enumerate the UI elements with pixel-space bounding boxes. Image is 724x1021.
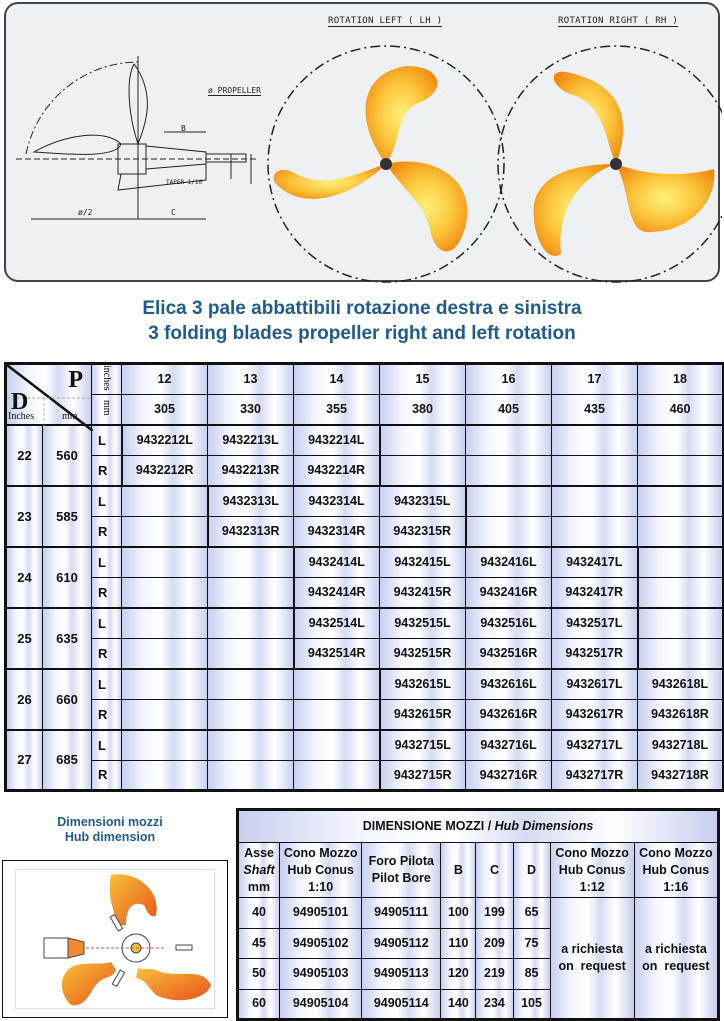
pitch-inches-header: 16 — [466, 364, 552, 395]
product-code-cell: 9432417L — [552, 547, 638, 578]
empty-cell — [122, 486, 208, 517]
hub-bore-cell: 94905112 — [362, 928, 441, 959]
product-code-cell: 9432415R — [380, 577, 466, 608]
product-code-cell: 9432514L — [294, 608, 380, 639]
empty-cell — [638, 486, 724, 517]
product-code-cell: 9432715L — [380, 730, 466, 761]
diameter-inches-cell: 22 — [6, 425, 43, 486]
empty-cell — [122, 577, 208, 608]
hub-d-cell: 65 — [513, 898, 550, 929]
empty-cell — [122, 669, 208, 700]
empty-cell — [638, 608, 724, 639]
empty-cell — [466, 425, 552, 456]
empty-cell — [552, 455, 638, 486]
diameter-mm-cell: 685 — [43, 730, 92, 791]
left-rotation-view — [268, 46, 504, 282]
hub-conus-cell: 94905104 — [280, 989, 362, 1020]
header-hub-conus-1-12: Cono Mozzo Hub Conus 1:12 — [550, 843, 634, 898]
empty-cell — [208, 669, 294, 700]
header-shaft: Asse Shaft mm — [238, 843, 280, 898]
header-c: C — [476, 843, 513, 898]
empty-cell — [122, 699, 208, 730]
product-code-cell: 9432313R — [208, 516, 294, 547]
propeller-diameter-label: ø PROPELLER — [208, 86, 261, 95]
hub-c-cell: 234 — [476, 989, 513, 1020]
hub-b-cell: 110 — [441, 928, 476, 959]
product-code-cell: 9432315L — [380, 486, 466, 517]
empty-cell — [552, 486, 638, 517]
product-code-cell: 9432718R — [638, 760, 724, 791]
empty-cell — [208, 608, 294, 639]
product-code-cell: 9432213L — [208, 425, 294, 456]
pitch-inches-row — [6, 364, 724, 395]
rotation-side-cell: L — [92, 486, 122, 517]
taper-label: TAPER 1/10 — [166, 179, 203, 186]
empty-cell — [294, 730, 380, 761]
product-code-cell: 9432616R — [466, 699, 552, 730]
header-d: D — [513, 843, 550, 898]
header-b: B — [441, 843, 476, 898]
rotation-left-label: ROTATION LEFT ( LH ) — [328, 16, 443, 26]
product-code-cell: 9432716L — [466, 730, 552, 761]
empty-cell — [208, 638, 294, 669]
hub-bore-cell: 94905113 — [362, 959, 441, 990]
product-code-cell: 9432717R — [552, 760, 638, 791]
corner-header-cell — [6, 364, 92, 425]
on-request-italian: a richiesta — [644, 942, 707, 956]
product-code-cell: 9432515L — [380, 608, 466, 639]
empty-cell — [552, 425, 638, 456]
right-rotation-view — [498, 46, 722, 282]
diameter-mm-cell: 660 — [43, 669, 92, 730]
product-code-cell: 9432212L — [122, 425, 208, 456]
pitch-mm-header: 380 — [380, 394, 466, 425]
title-italian: Elica 3 pale abbattibili rotazione destra e sinistra — [142, 298, 582, 319]
pitch-mm-header: 460 — [638, 394, 724, 425]
pitch-inches-header: 14 — [294, 364, 380, 395]
hub-b-cell: 140 — [441, 989, 476, 1020]
pitch-inches-header: 12 — [122, 364, 208, 395]
product-code-cell: 9432715R — [380, 760, 466, 791]
product-code-cell: 9432414R — [294, 577, 380, 608]
product-code-cell: 9432716R — [466, 760, 552, 791]
hub-bore-cell: 94905111 — [362, 898, 441, 929]
product-code-cell: 9432213R — [208, 455, 294, 486]
table-row — [6, 547, 724, 578]
rotation-side-cell: L — [92, 669, 122, 700]
empty-cell — [380, 455, 466, 486]
pitch-inches-header: 17 — [552, 364, 638, 395]
product-code-cell: 9432313L — [208, 486, 294, 517]
product-code-cell: 9432617L — [552, 669, 638, 700]
empty-cell — [638, 547, 724, 578]
header-pilot-bore: Foro Pilota Pilot Bore — [362, 843, 441, 898]
hub-table-title — [238, 810, 719, 843]
side-view — [16, 56, 256, 219]
propeller-drawing-panel — [4, 2, 720, 282]
hub-d-cell: 105 — [513, 989, 550, 1020]
empty-cell — [380, 425, 466, 456]
hub-shaft-cell: 45 — [238, 928, 280, 959]
diameter-inches-cell: 23 — [6, 486, 43, 547]
product-code-cell: 9432417R — [552, 577, 638, 608]
product-code-cell: 9432515R — [380, 638, 466, 669]
propeller-code-table — [4, 362, 724, 792]
pitch-symbol: P — [68, 367, 83, 393]
product-code-cell: 9432516R — [466, 638, 552, 669]
rotation-side-cell: R — [92, 455, 122, 486]
hub-c-cell: 199 — [476, 898, 513, 929]
empty-cell — [466, 516, 552, 547]
mm-row-label — [92, 394, 122, 425]
diameter-inches-cell: 26 — [6, 669, 43, 730]
table-row — [6, 760, 724, 791]
propeller-drawing — [6, 4, 722, 284]
hub-c-cell: 219 — [476, 959, 513, 990]
rotation-side-cell: L — [92, 608, 122, 639]
header-hub-conus-1-16: Cono Mozzo Hub Conus 1:16 — [634, 843, 718, 898]
diameter-mm-cell: 585 — [43, 486, 92, 547]
table-row — [6, 669, 724, 700]
hub-title-italian: Dimensioni mozzi — [57, 815, 163, 829]
product-code-cell: 9432717L — [552, 730, 638, 761]
dimension-b-label: B — [181, 124, 186, 133]
on-request-italian: a richiesta — [561, 942, 624, 956]
rotation-side-cell: R — [92, 577, 122, 608]
inches-row-label-text: inches — [101, 365, 112, 391]
on-request-cell-1-12 — [550, 898, 634, 1020]
empty-cell — [638, 425, 724, 456]
rotation-side-cell: R — [92, 638, 122, 669]
hub-c-cell: 209 — [476, 928, 513, 959]
hub-shaft-cell: 40 — [238, 898, 280, 929]
diameter-inches-cell: 27 — [6, 730, 43, 791]
product-code-cell: 9432416L — [466, 547, 552, 578]
table-row — [6, 699, 724, 730]
pitch-mm-row — [6, 394, 724, 425]
pitch-inches-header: 15 — [380, 364, 466, 395]
header-hub-conus-1-10: Cono Mozzo Hub Conus 1:10 — [280, 843, 362, 898]
hub-conus-cell: 94905101 — [280, 898, 362, 929]
product-code-cell: 9432618R — [638, 699, 724, 730]
product-code-cell: 9432414L — [294, 547, 380, 578]
product-code-cell: 9432718L — [638, 730, 724, 761]
table-row — [238, 898, 719, 929]
empty-cell — [122, 638, 208, 669]
pitch-mm-header: 355 — [294, 394, 380, 425]
table-row — [6, 638, 724, 669]
mm-row-label-text: mm — [101, 399, 112, 416]
product-code-cell: 9432617R — [552, 699, 638, 730]
hub-conus-cell: 94905102 — [280, 928, 362, 959]
pitch-inches-header: 13 — [208, 364, 294, 395]
empty-cell — [552, 516, 638, 547]
hub-bore-cell: 94905114 — [362, 989, 441, 1020]
product-code-cell: 9432517R — [552, 638, 638, 669]
hub-dimensions-table — [236, 808, 720, 1021]
product-code-cell: 9432212R — [122, 455, 208, 486]
empty-cell — [638, 577, 724, 608]
empty-cell — [294, 760, 380, 791]
hub-conus-cell: 94905103 — [280, 959, 362, 990]
diameter-mm-cell: 560 — [43, 425, 92, 486]
product-code-cell: 9432315R — [380, 516, 466, 547]
empty-cell — [638, 638, 724, 669]
rotation-side-cell: R — [92, 699, 122, 730]
empty-cell — [122, 730, 208, 761]
rotation-side-cell: R — [92, 760, 122, 791]
diameter-symbol: D — [11, 389, 29, 415]
pitch-mm-header: 305 — [122, 394, 208, 425]
diameter-mm-cell: 635 — [43, 608, 92, 669]
pitch-mm-header: 330 — [208, 394, 294, 425]
hub-table-title-english: Hub Dimensions — [494, 819, 594, 833]
empty-cell — [208, 547, 294, 578]
rotation-side-cell: R — [92, 516, 122, 547]
hub-b-cell: 120 — [441, 959, 476, 990]
empty-cell — [294, 669, 380, 700]
product-code-cell: 9432615R — [380, 699, 466, 730]
on-request-english: on request — [558, 959, 626, 973]
rotation-side-cell: L — [92, 547, 122, 578]
product-code-cell: 9432516L — [466, 608, 552, 639]
product-code-cell: 9432314L — [294, 486, 380, 517]
hub-exploded-drawing — [2, 860, 228, 1018]
empty-cell — [122, 608, 208, 639]
inches-unit-label: Inches — [8, 410, 35, 422]
diameter-mm-cell: 610 — [43, 547, 92, 608]
empty-cell — [638, 516, 724, 547]
table-row — [6, 516, 724, 547]
table-row — [6, 730, 724, 761]
product-code-cell: 9432514R — [294, 638, 380, 669]
inches-row-label — [92, 364, 122, 395]
title-english: 3 folding blades propeller right and left rotation — [148, 323, 576, 344]
product-code-cell: 9432415L — [380, 547, 466, 578]
empty-cell — [294, 699, 380, 730]
hub-section-title — [10, 815, 210, 845]
dimension-half-diameter-label: ø/2 — [78, 208, 93, 217]
empty-cell — [208, 730, 294, 761]
empty-cell — [122, 760, 208, 791]
on-request-cell-1-16 — [634, 898, 718, 1020]
table-row — [6, 425, 724, 456]
empty-cell — [466, 455, 552, 486]
table-row — [6, 455, 724, 486]
mm-unit-label: mm — [62, 410, 78, 422]
product-code-cell: 9432616L — [466, 669, 552, 700]
hub-d-cell: 75 — [513, 928, 550, 959]
page-title — [0, 296, 724, 346]
hub-title-english: Hub dimension — [64, 830, 156, 844]
product-code-cell: 9432618L — [638, 669, 724, 700]
product-code-cell: 9432517L — [552, 608, 638, 639]
hub-shaft-cell: 60 — [238, 989, 280, 1020]
pitch-mm-header: 405 — [466, 394, 552, 425]
empty-cell — [122, 516, 208, 547]
hub-b-cell: 100 — [441, 898, 476, 929]
table-row — [6, 486, 724, 517]
product-code-cell: 9432615L — [380, 669, 466, 700]
table-row — [6, 608, 724, 639]
empty-cell — [466, 486, 552, 517]
product-code-cell: 9432416R — [466, 577, 552, 608]
rotation-side-cell: L — [92, 425, 122, 456]
empty-cell — [208, 699, 294, 730]
empty-cell — [638, 455, 724, 486]
diameter-inches-cell: 25 — [6, 608, 43, 669]
rotation-right-label: ROTATION RIGHT ( RH ) — [558, 16, 679, 26]
rotation-side-cell: L — [92, 730, 122, 761]
table-row — [6, 577, 724, 608]
hub-drawing — [16, 870, 216, 1010]
empty-cell — [208, 760, 294, 791]
product-code-cell: 9432214L — [294, 425, 380, 456]
hub-table-title-italian: DIMENSIONE MOZZI / — [362, 819, 495, 833]
product-code-cell: 9432314R — [294, 516, 380, 547]
pitch-inches-header: 18 — [638, 364, 724, 395]
diameter-inches-cell: 24 — [6, 547, 43, 608]
hub-d-cell: 85 — [513, 959, 550, 990]
empty-cell — [122, 547, 208, 578]
hub-shaft-cell: 50 — [238, 959, 280, 990]
pitch-mm-header: 435 — [552, 394, 638, 425]
dimension-c-label: C — [171, 208, 176, 217]
empty-cell — [208, 577, 294, 608]
on-request-english: on request — [642, 959, 710, 973]
product-code-cell: 9432214R — [294, 455, 380, 486]
